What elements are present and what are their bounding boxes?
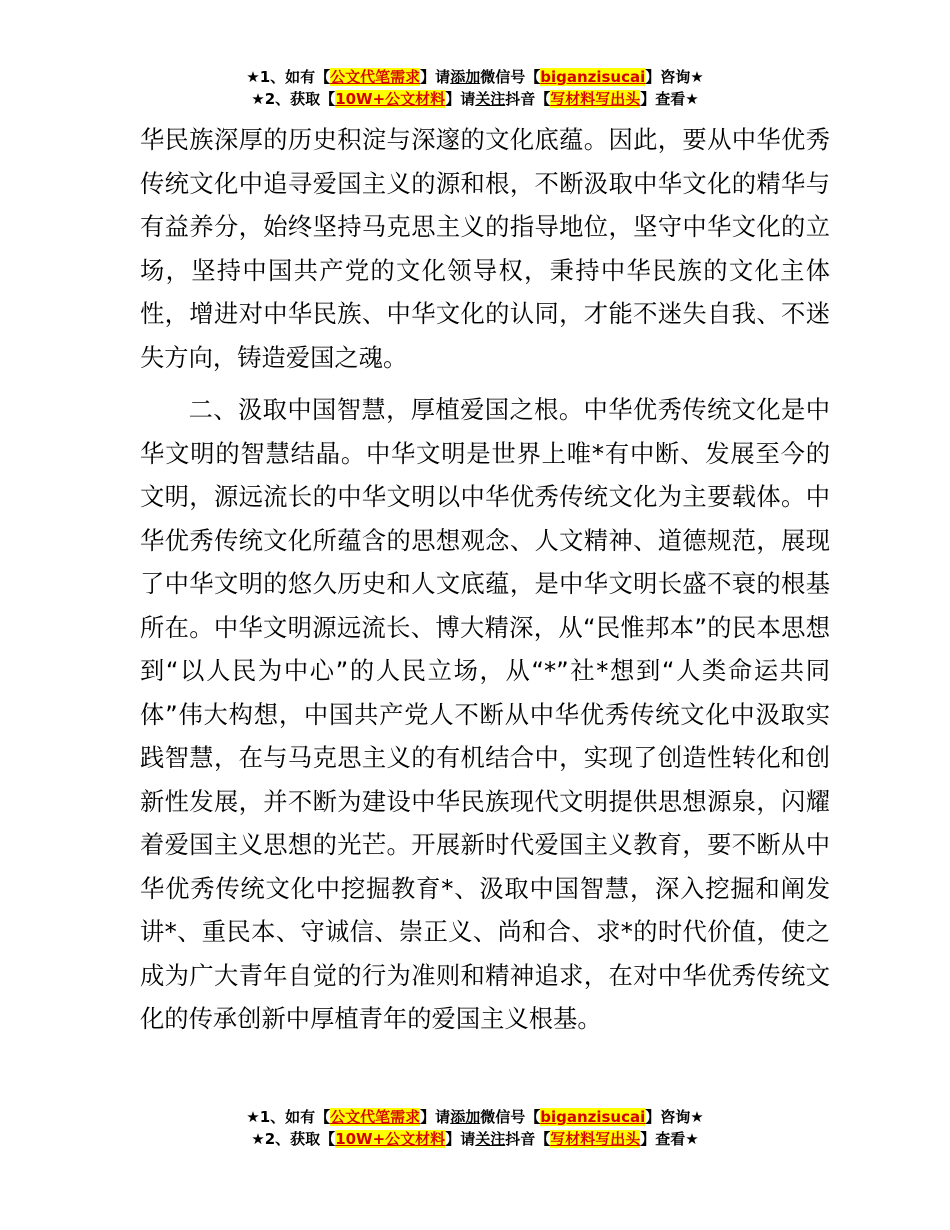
banner-line-2 xyxy=(0,88,950,110)
footer-banner xyxy=(0,1106,950,1150)
banner-line1-suffix: 】咨询★ xyxy=(645,68,704,86)
footer-line2-underlined: 关注 xyxy=(475,1130,506,1148)
footer-line2-mid1: 】请 xyxy=(445,1130,476,1148)
banner-line1-underlined: 添加 xyxy=(450,68,481,86)
footer-line2-highlight-douyin: 写材料写出头 xyxy=(550,1130,641,1148)
body-paragraph-2: 二、汲取中国智慧，厚植爱国之根。中华优秀传统文化是中华文明的智慧结晶。中华文明是世界上唯*有中断、发展至今的文明，源远流长的中华文明以中华优秀传统文化为主要载体。中华优秀传统文化所蕴含的思想观念、人文精神、道德规范，展现了中华文明的悠久历史和人文底蕴，是中华文明长盛不衰的根基所在。中华文明源远流长、博大精深，从“民惟邦本”的民本思想到“以人民为中心”的人民立场，从“*”社*想到“人类命运共同体”伟大构想，中国共产党人不断从中华优秀传统文化中汲取实践智慧，在与马克思主义的有机结合中，实现了创造性转化和创新性发展，并不断为建设中华民族现代文明提供思想源泉，闪耀着爱国主义思想的光芒。开展新时代爱国主义教育，要不断从中华优秀传统文化中挖掘教育*、汲取中国智慧，深入挖掘和阐发讲*、重民本、守诚信、崇正义、尚和合、求*的时代价值，使之成为广大青年自觉的行为准则和精神追求，在对中华优秀传统文化的传承创新中厚植青年的爱国主义根基。 xyxy=(140,395,830,1033)
banner-line1-mid2: 微信号【 xyxy=(480,68,541,86)
document-body xyxy=(140,118,830,1041)
footer-line2-mid2: 抖音【 xyxy=(505,1130,551,1148)
banner-line1-prefix: ★1、如有【 xyxy=(246,68,331,86)
footer-line-1 xyxy=(0,1106,950,1128)
footer-line1-suffix: 】咨询★ xyxy=(645,1108,704,1126)
footer-line1-highlight-wechat: biganzisucai xyxy=(540,1108,646,1126)
body-paragraph-1: 华民族深厚的历史积淀与深邃的文化底蕴。因此，要从中华优秀传统文化中追寻爱国主义的源和根，不断汲取中华文化的精华与有益养分，始终坚持马克思主义的指导地位，坚守中华文化的立场，坚持中国共产党的文化领导权，秉持中华民族的文化主体性，增进对中华民族、中华文化的认同，才能不迷失自我、不迷失方向，铸造爱国之魂。 xyxy=(140,125,830,372)
banner-line1-mid1: 】请 xyxy=(420,68,451,86)
banner-line1-highlight-service: 公文代笔需求 xyxy=(330,68,421,86)
banner-line2-prefix: ★2、获取【 xyxy=(251,90,336,108)
banner-line2-underlined: 关注 xyxy=(475,90,506,108)
footer-line2-prefix: ★2、获取【 xyxy=(251,1130,336,1148)
banner-line2-mid1: 】请 xyxy=(445,90,476,108)
header-banner xyxy=(0,66,950,110)
footer-line1-prefix: ★1、如有【 xyxy=(246,1108,331,1126)
footer-line1-mid1: 】请 xyxy=(420,1108,451,1126)
banner-line2-mid2: 抖音【 xyxy=(505,90,551,108)
banner-line-1 xyxy=(0,66,950,88)
banner-line2-suffix: 】查看★ xyxy=(640,90,699,108)
footer-line-2 xyxy=(0,1128,950,1150)
banner-line1-highlight-wechat: biganzisucai xyxy=(540,68,646,86)
banner-line2-highlight-materials: 10W+公文材料 xyxy=(335,90,446,108)
footer-line1-mid2: 微信号【 xyxy=(480,1108,541,1126)
footer-line2-suffix: 】查看★ xyxy=(640,1130,699,1148)
banner-line2-highlight-douyin: 写材料写出头 xyxy=(550,90,641,108)
footer-line1-underlined: 添加 xyxy=(450,1108,481,1126)
footer-line2-highlight-materials: 10W+公文材料 xyxy=(335,1130,446,1148)
footer-line1-highlight-service: 公文代笔需求 xyxy=(330,1108,421,1126)
